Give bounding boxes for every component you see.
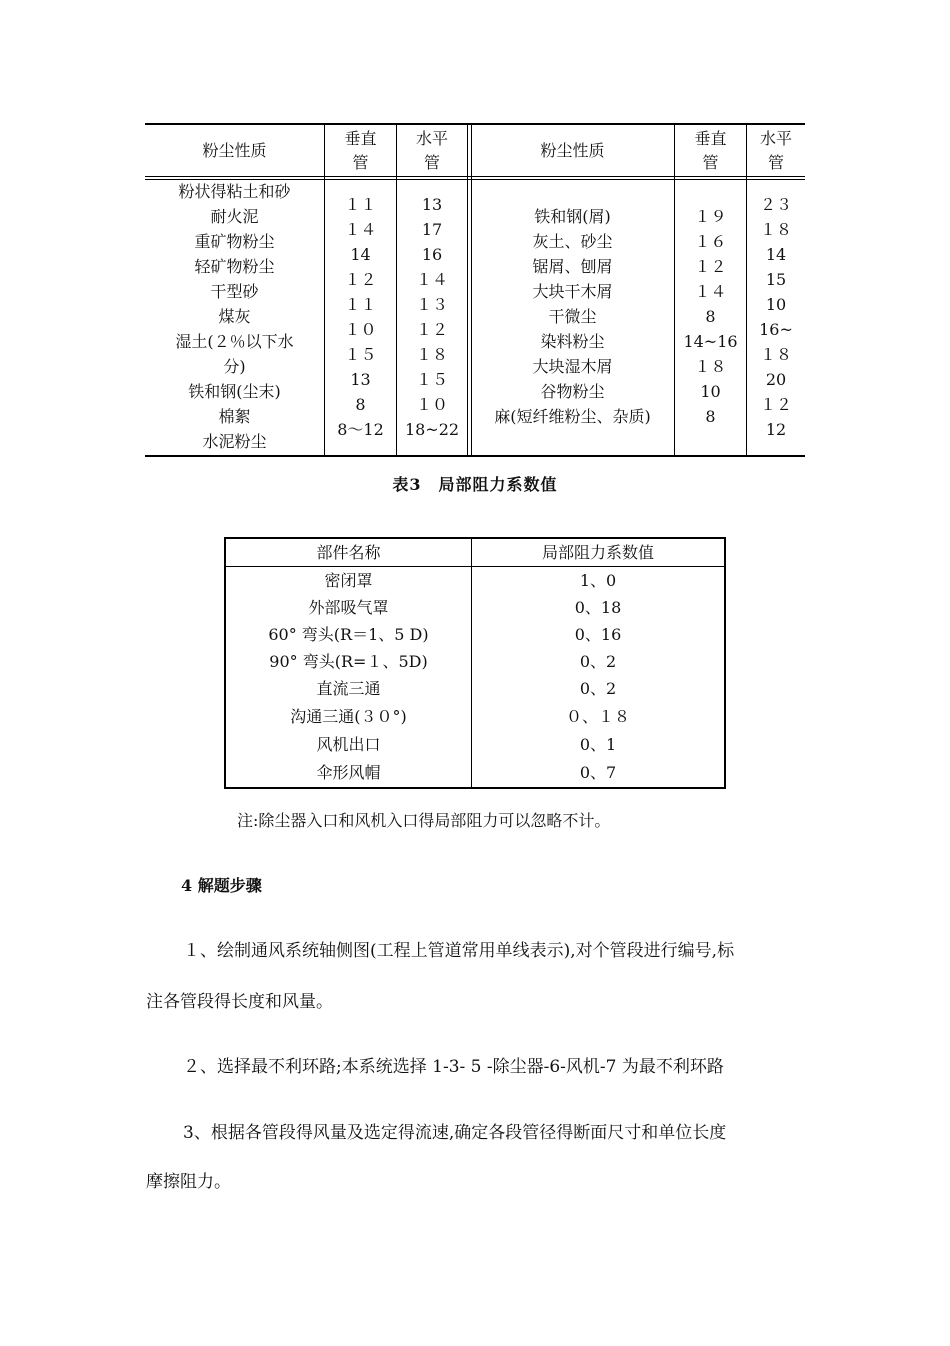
table-cell: 灰土、砂尘 xyxy=(532,232,613,251)
table-cell: 10 xyxy=(765,295,787,314)
table-cell: 大块湿木屑 xyxy=(532,357,613,376)
right-dust-properties xyxy=(471,204,674,429)
section-heading: 4 解题步骤 xyxy=(181,876,262,895)
table-cell: １９ xyxy=(694,207,727,226)
table-cell: １１ xyxy=(344,295,377,314)
step3-line1: 3、根据各管段得风量及选定得流速,确定各段管径得断面尺寸和单位长度 xyxy=(183,1123,727,1143)
table-cell: 水泥粉尘 xyxy=(202,432,267,451)
table-cell: 14 xyxy=(350,245,371,264)
table-cell: １６ xyxy=(694,232,727,251)
table-cell: 耐火泥 xyxy=(210,207,259,226)
table-cell: １１ xyxy=(344,195,377,214)
table-cell: 8 xyxy=(705,307,716,326)
table-cell: １８ xyxy=(759,220,792,239)
header-vertical-right: 垂直 管 xyxy=(694,129,727,172)
table-cell: 煤灰 xyxy=(218,307,251,326)
table-cell: １３ xyxy=(415,295,448,314)
table-cell: １４ xyxy=(344,220,377,239)
header-horizontal-left: 水平 管 xyxy=(415,129,448,172)
table-cell: 60° 弯头(R＝1、5 D) xyxy=(268,625,429,644)
table-cell: １５ xyxy=(344,345,377,364)
table-cell: 8～12 xyxy=(337,420,384,439)
header-dust-property-right: 粉尘性质 xyxy=(540,141,605,160)
table-cell: 直流三通 xyxy=(316,679,381,698)
table-cell: 大块干木屑 xyxy=(532,282,613,301)
table-cell: １０ xyxy=(344,320,377,339)
table-cell: 10 xyxy=(700,382,721,401)
table-cell: １２ xyxy=(759,395,792,414)
table-cell: 8 xyxy=(355,395,366,414)
table-cell: 1、0 xyxy=(579,571,617,590)
table-cell: 湿土(２％以下水 xyxy=(175,332,294,351)
header-component-name: 部件名称 xyxy=(316,543,381,562)
table-cell: 轻矿物粉尘 xyxy=(194,257,275,276)
header-resistance-value: 局部阻力系数值 xyxy=(541,543,654,562)
left-dust-properties xyxy=(145,179,324,454)
step1-line2: 注各管段得长度和风量。 xyxy=(146,992,333,1012)
table-cell: 14 xyxy=(765,245,787,264)
table-cell: 干型砂 xyxy=(210,282,259,301)
left-horizontal-values xyxy=(397,192,467,442)
table-cell: 风机出口 xyxy=(316,735,381,754)
local-resistance-table xyxy=(224,537,726,789)
header-vertical-left: 垂直 管 xyxy=(344,129,377,172)
table-cell: 12 xyxy=(765,420,787,439)
table-cell: １５ xyxy=(415,370,448,389)
table-cell: 16 xyxy=(421,245,443,264)
table-cell: １８ xyxy=(694,357,727,376)
header-horizontal-right: 水平 管 xyxy=(759,129,792,172)
table3-note: 注:除尘器入口和风机入口得局部阻力可以忽略不计。 xyxy=(237,811,611,830)
table-cell: 15 xyxy=(765,270,787,289)
table-cell: 13 xyxy=(421,195,443,214)
table-cell: 90° 弯头(R=１、5D) xyxy=(269,652,428,671)
table-cell: 密闭罩 xyxy=(324,571,373,590)
table-cell: 20 xyxy=(765,370,787,389)
table-cell: 重矿物粉尘 xyxy=(194,232,275,251)
right-vertical-values xyxy=(675,204,746,429)
table-cell: 16~ xyxy=(759,320,793,339)
table-cell: 粉状得粘土和砂 xyxy=(178,182,291,201)
table-cell: １８ xyxy=(759,345,792,364)
table-cell: 0、2 xyxy=(579,652,617,671)
table-cell: 13 xyxy=(350,370,371,389)
table3-caption: 表3 局部阻力系数值 xyxy=(392,475,558,494)
table-cell: 铁和钢(尘末) xyxy=(188,382,281,401)
table-cell: １２ xyxy=(344,270,377,289)
table-cell: １２ xyxy=(415,320,448,339)
table-cell: 分) xyxy=(223,357,246,376)
table-cell: 0、7 xyxy=(579,763,617,782)
table-cell: 外部吸气罩 xyxy=(308,598,389,617)
left-vertical-values xyxy=(325,192,396,442)
table-cell: 0、16 xyxy=(574,625,622,644)
table-cell: ０、１８ xyxy=(565,707,630,726)
table-cell: 0、2 xyxy=(579,679,617,698)
table-cell: 麻(短纤维粉尘、杂质) xyxy=(494,407,651,426)
step1-line1: １、绘制通风系统轴侧图(工程上管道常用单线表示),对个管段进行编号,标 xyxy=(183,941,735,961)
table-cell: 14~16 xyxy=(683,332,738,351)
table-cell: 17 xyxy=(421,220,443,239)
table-cell: 棉絮 xyxy=(218,407,251,426)
table-cell: ２３ xyxy=(759,195,792,214)
table-cell: 8 xyxy=(705,407,716,426)
dust-velocity-table xyxy=(145,123,805,457)
header-dust-property-left: 粉尘性质 xyxy=(202,141,267,160)
table-cell: 0、18 xyxy=(574,598,622,617)
table-cell: １２ xyxy=(694,257,727,276)
table-cell: １０ xyxy=(415,395,448,414)
table-cell: 沟通三通(３０°) xyxy=(290,707,407,726)
table-cell: 干微尘 xyxy=(548,307,597,326)
right-horizontal-values xyxy=(747,192,805,442)
table-cell: 0、1 xyxy=(579,735,617,754)
step2: ２、选择最不利环路;本系统选择 1-3- 5 -除尘器-6-风机-7 为最不利环路 xyxy=(183,1057,724,1077)
table-cell: １４ xyxy=(694,282,727,301)
table-cell: １８ xyxy=(415,345,448,364)
table-cell: 锯屑、刨屑 xyxy=(532,257,613,276)
table-cell: 谷物粉尘 xyxy=(540,382,605,401)
table-cell: １４ xyxy=(415,270,448,289)
table-cell: 伞形风帽 xyxy=(316,763,381,782)
step3-line2: 摩擦阻力。 xyxy=(146,1172,231,1192)
table-cell: 18~22 xyxy=(404,420,460,439)
table-cell: 染料粉尘 xyxy=(540,332,605,351)
table-cell: 铁和钢(屑) xyxy=(534,207,611,226)
